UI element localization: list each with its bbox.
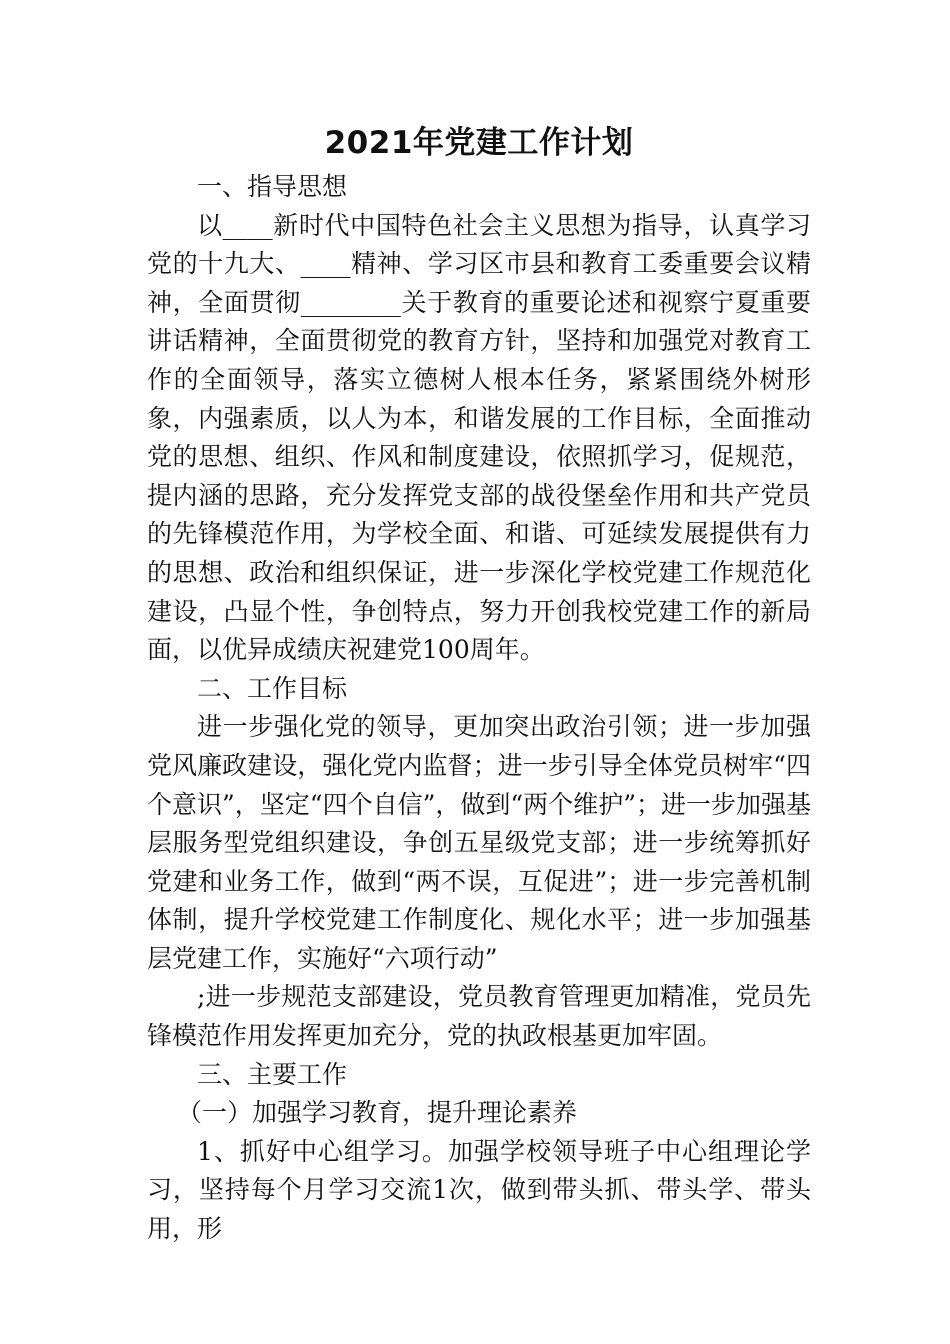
document-body (147, 120, 811, 1249)
section-paragraph-work-goals: 进一步强化党的领导，更加突出政治引领；进一步加强党风廉政建设，强化党内监督；进一步引导全体党员树牢“四个意识”，坚定“四个自信”，做到“两个维护”；进一步加强基层服务型党组织建设，争创五星级党支部；进一步统筹抓好党建和业务工作，做到“两不误，互促进”；进一步完善机制体制，提升学校党建工作制度化、规化水平；进一步加强基层党建工作，实施好“六项行动” (147, 712, 811, 973)
section-heading-work-goals: 二、工作目标 (197, 673, 348, 703)
list-item-central-group-study: 1、抓好中心组学习。加强学校领导班子中心组理论学习，坚持每个月学习交流1次，做到带头抓、带头学、带头用，形 (147, 1136, 811, 1244)
section-paragraph-work-goals-continued: ;进一步规范支部建设，党员教育管理更加精准，党员先锋模范作用发挥更加充分，党的执政根基更加牢固。 (147, 982, 811, 1051)
section-heading-guiding-ideology: 一、指导思想 (197, 172, 348, 201)
section-heading-main-work: 三、主要工作 (197, 1059, 348, 1089)
subsection-heading-study-education: （一）加强学习教育，提升理论素养 (177, 1098, 578, 1128)
section-paragraph-guiding-ideology: 以____新时代中国特色社会主义思想为指导，认真学习党的十九大、____精神、学习区市县和教育工委重要会议精神，全面贯彻________关于教育的重要论述和视察宁夏重要讲话精神，全面贯彻党的教育方针，坚持和加强党对教育工作的全面领导，落实立德树人根本任务，紧紧围绕外树形象，内强素质，以人为本，和谐发展的工作目标，全面推动党的思想、组织、作风和制度建设，依照抓学习，促规范，提内涵的思路，充分发挥党支部的战役堡垒作用和共产党员的先锋模范作用，为学校全面、和谐、可延续发展提供有力的思想、政治和组织保证，进一步深化学校党建工作规范化建设，凸显个性，争创特点，努力开创我校党建工作的新局面，以优异成绩庆祝建党100周年。 (147, 210, 811, 665)
document-title: 2021年党建工作计划 (324, 125, 634, 161)
